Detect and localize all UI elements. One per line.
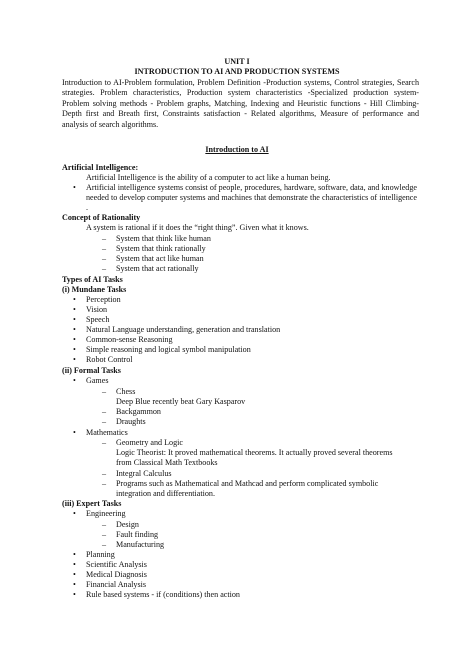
list-item: • Games <box>86 376 108 386</box>
programs-line-2: integration and differentiation. <box>116 489 215 498</box>
list-item: – Geometry and Logic <box>116 438 183 448</box>
list-item: – Manufacturing <box>116 540 164 550</box>
programs-line-1: – Programs such as Mathematical and Mathcad and perform complicated symbolic <box>116 479 378 489</box>
list-item: • Financial Analysis <box>86 580 146 590</box>
list-item: • Common-sense Reasoning <box>86 335 173 345</box>
list-item: – Fault finding <box>116 530 158 540</box>
ai-definition: Artificial Intelligence is the ability of a computer to act like a human being. <box>86 173 331 182</box>
syllabus-paragraph: Introduction to AI-Problem formulation, Problem Definition -Production systems, Control strategies, Search strategies. Problem characteristics, Production system characteristics -Specialized production system- Problem solving methods - Problem graphs, Matching, Indexing and Heuristic functions - Hill Climbing-Depth first and Breath first, Constraints satisfaction - Related algorithms, Measure of performance and analysis of search algorithms. <box>62 78 419 129</box>
list-item: – System that act rationally <box>116 264 199 274</box>
rationality-heading: Concept of Rationality <box>62 213 141 222</box>
rationality-intro: A system is rational if it does the “right thing”. Given what it knows. <box>86 223 309 232</box>
formal-heading: (ii) Formal Tasks <box>62 366 121 375</box>
section-title: Introduction to AI <box>205 145 269 154</box>
list-item: • Engineering <box>86 509 126 519</box>
list-item: • Simple reasoning and logical symbol manipulation <box>86 345 251 355</box>
list-item: – System that think rationally <box>116 244 206 254</box>
ai-bullet: • Artificial intelligence systems consist of people, procedures, hardware, software, data, and knowledge needed to develop computer systems and machines that demonstrate the characteristics of intelligence . <box>86 183 417 214</box>
list-item: – Backgammon <box>116 407 161 417</box>
list-item: • Vision <box>86 305 107 315</box>
list-item: • Mathematics <box>86 428 128 438</box>
list-item: – Chess <box>116 387 135 397</box>
list-item: • Natural Language understanding, generation and translation <box>86 325 280 335</box>
expert-heading: (iii) Expert Tasks <box>62 499 122 508</box>
list-item: – Integral Calculus <box>116 469 172 479</box>
logic-theorist-line-2: from Classical Math Textbooks <box>116 458 218 467</box>
list-item: – Design <box>116 520 139 530</box>
list-item: • Speech <box>86 315 109 325</box>
list-item: • Planning <box>86 550 115 560</box>
list-item: – Draughts <box>116 417 146 427</box>
list-item: • Medical Diagnosis <box>86 570 147 580</box>
tasks-heading: Types of AI Tasks <box>62 275 123 284</box>
list-item: • Robot Control <box>86 355 133 365</box>
logic-theorist-line-1: Logic Theorist: It proved mathematical theorems. It actually proved several theorems <box>116 448 393 457</box>
list-item: • Scientific Analysis <box>86 560 147 570</box>
list-item: – System that think like human <box>116 234 211 244</box>
mundane-heading: (i) Mundane Tasks <box>62 285 127 294</box>
list-item: – System that act like human <box>116 254 204 264</box>
ai-heading: Artificial Intelligence: <box>62 163 139 172</box>
unit-label: UNIT I <box>224 57 250 66</box>
list-item: • Rule based systems - if (conditions) then action <box>86 590 240 600</box>
unit-title: INTRODUCTION TO AI AND PRODUCTION SYSTEMS <box>134 67 340 76</box>
list-item: • Perception <box>86 295 121 305</box>
chess-note: Deep Blue recently beat Gary Kasparov <box>116 397 246 406</box>
